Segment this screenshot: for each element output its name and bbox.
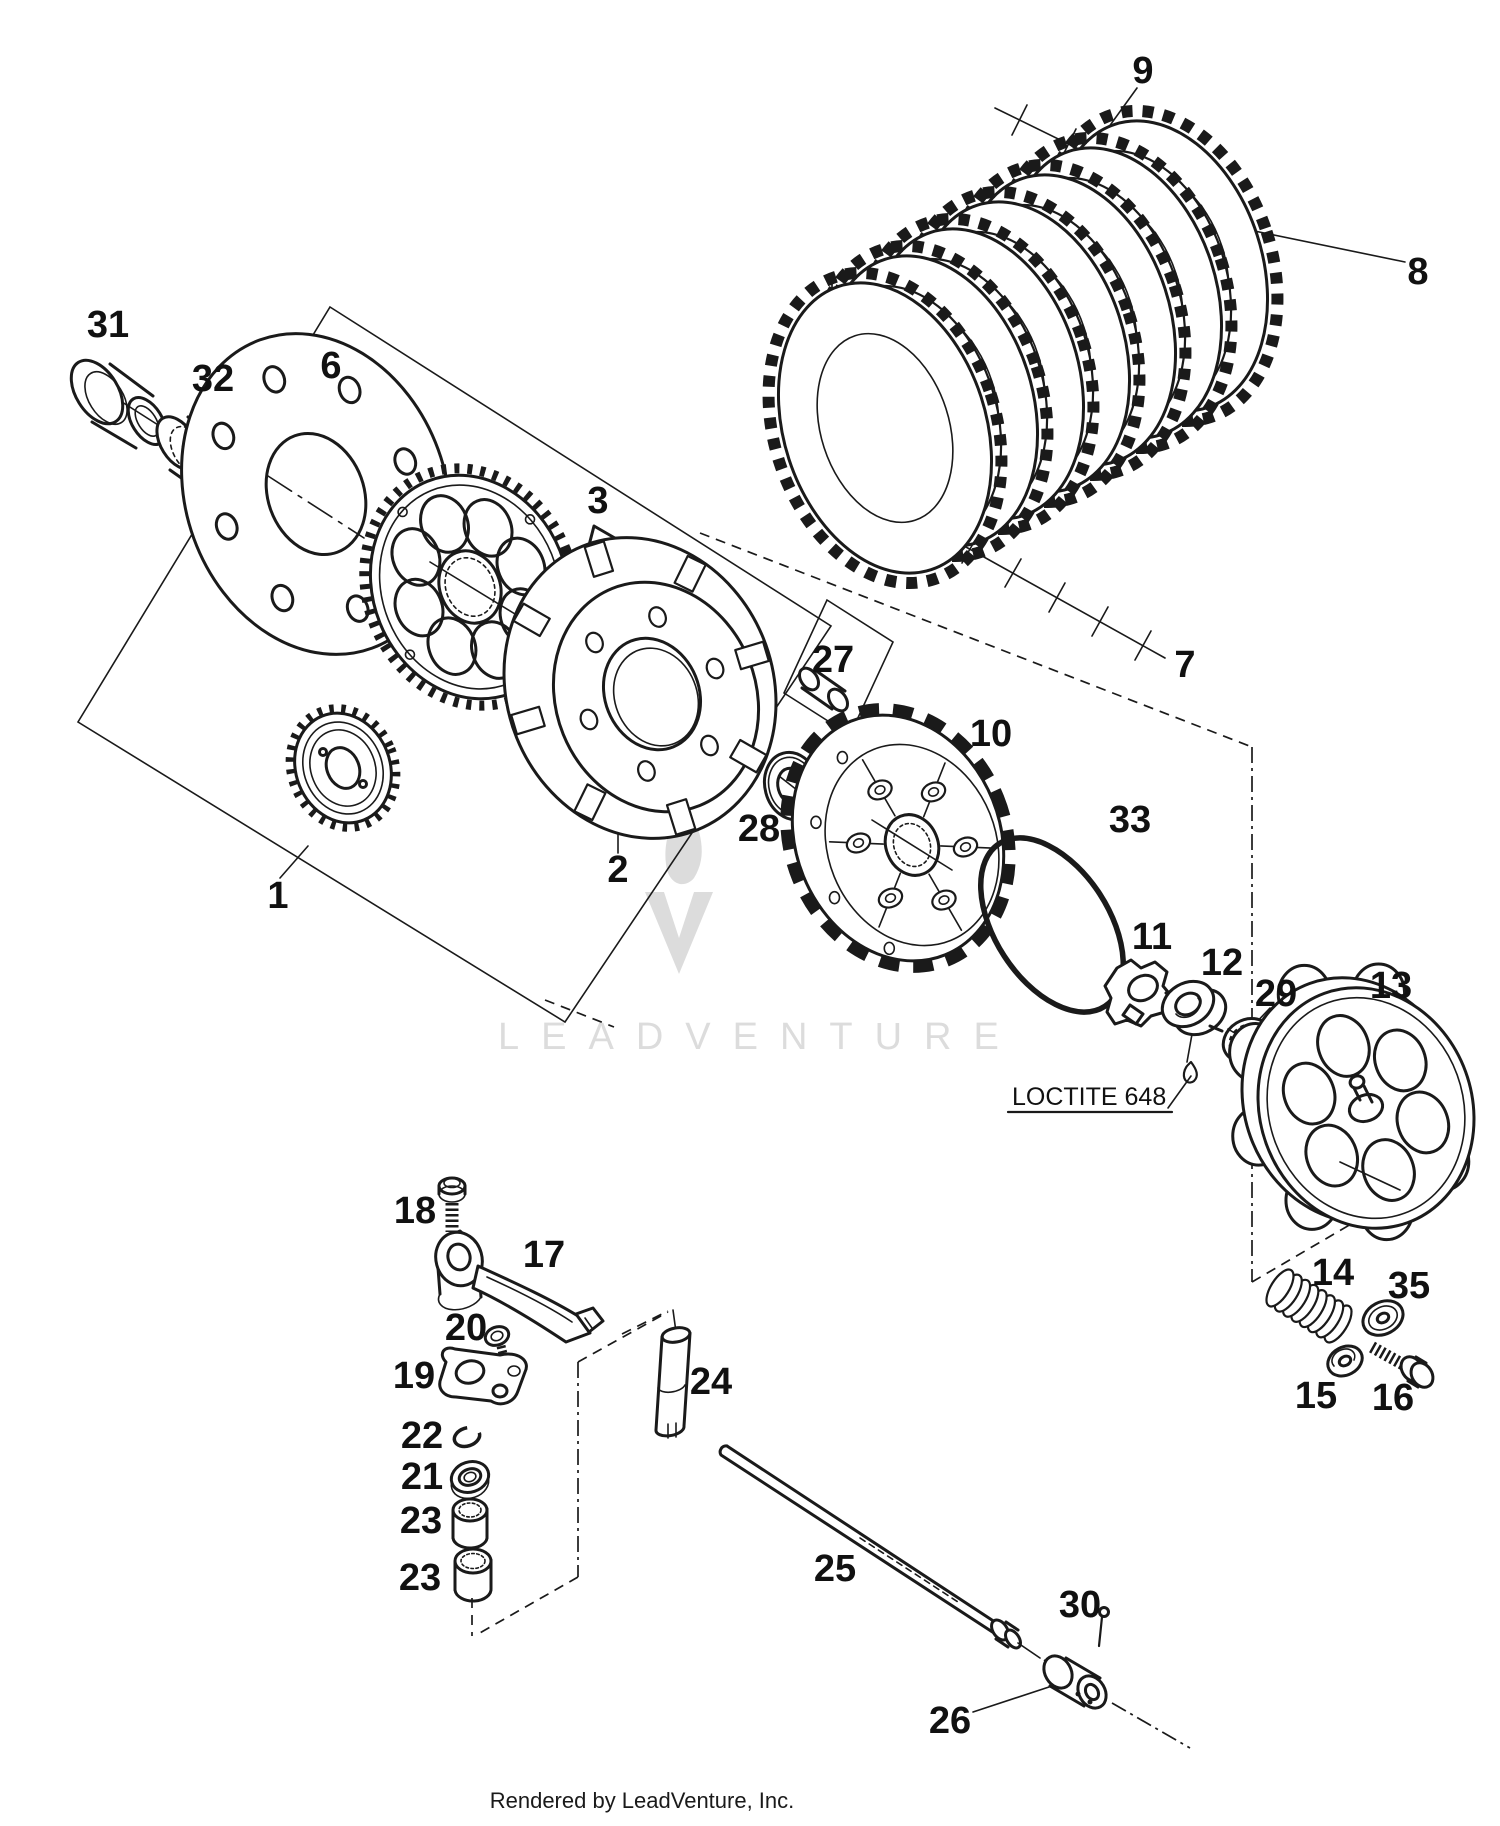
part-label-33-12: 33: [1108, 799, 1152, 841]
part-label-30-31: 30: [1058, 1584, 1102, 1626]
clutch-plate-stack: [730, 80, 1315, 613]
axis-line: [622, 1311, 668, 1334]
part-label-18-21: 18: [393, 1190, 437, 1232]
part-25-push-rod: [720, 1446, 1040, 1658]
part-24-push-rod: [656, 1310, 691, 1438]
part-label-23-28: 23: [398, 1557, 442, 1599]
loctite-note-text: LOCTITE 648: [1012, 1083, 1167, 1111]
part-label-27-9: 27: [811, 639, 855, 681]
part-label-19-24: 19: [392, 1355, 436, 1397]
part-label-32-4: 32: [191, 358, 235, 400]
part-22-snap-ring: [452, 1424, 482, 1449]
part-label-11-13: 11: [1131, 916, 1173, 958]
loctite-drop: [1184, 1062, 1197, 1083]
loctite-leader: [1168, 1076, 1191, 1108]
part-label-13-16: 13: [1369, 965, 1413, 1007]
part-label-15-19: 15: [1294, 1375, 1338, 1417]
part-label-20-23: 20: [444, 1307, 488, 1349]
part-23-bushing-lower: [455, 1549, 491, 1601]
loctite-annotation: [1008, 1076, 1191, 1112]
part-19-retainer-plate: [440, 1348, 527, 1404]
part-label-2-8: 2: [607, 849, 629, 891]
part-1-idler-gear: [272, 692, 414, 844]
part-26-bushing: [1038, 1651, 1112, 1713]
part-label-21-26: 21: [400, 1456, 444, 1498]
part-label-10-11: 10: [969, 713, 1013, 755]
footer-credit: Rendered by LeadVenture, Inc.: [489, 1788, 795, 1813]
part-label-17-22: 17: [522, 1234, 566, 1276]
axis-line: [1112, 1703, 1190, 1748]
part-18-bolt: [439, 1178, 465, 1232]
part-label-23-27: 23: [399, 1500, 443, 1542]
part-label-35-18: 35: [1387, 1265, 1431, 1307]
axis-line: [478, 1577, 578, 1634]
watermark-text: LEADVENTURE: [498, 1016, 1021, 1058]
part-21-bearing: [447, 1457, 492, 1503]
part-label-31-3: 31: [86, 304, 130, 346]
part-label-3-6: 3: [587, 480, 609, 522]
part-label-1-7: 1: [267, 875, 289, 917]
part-label-8-1: 8: [1407, 251, 1429, 293]
part-label-29-15: 29: [1254, 973, 1298, 1015]
part-label-6-5: 6: [320, 345, 342, 387]
part-label-7-2: 7: [1174, 644, 1196, 686]
leader-26: [973, 1686, 1052, 1712]
part-label-22-25: 22: [400, 1415, 444, 1457]
part-label-9-0: 9: [1132, 50, 1154, 92]
watermark-v-logo: [645, 892, 713, 974]
part-label-24-29: 24: [689, 1361, 733, 1403]
part-23-bushing-upper: [453, 1499, 487, 1548]
part-label-26-32: 26: [928, 1700, 972, 1742]
part-label-25-30: 25: [813, 1548, 857, 1590]
part-label-16-20: 16: [1371, 1377, 1415, 1419]
part-label-12-14: 12: [1200, 942, 1244, 984]
part-label-28-10: 28: [737, 808, 781, 850]
part-label-14-17: 14: [1311, 1252, 1355, 1294]
